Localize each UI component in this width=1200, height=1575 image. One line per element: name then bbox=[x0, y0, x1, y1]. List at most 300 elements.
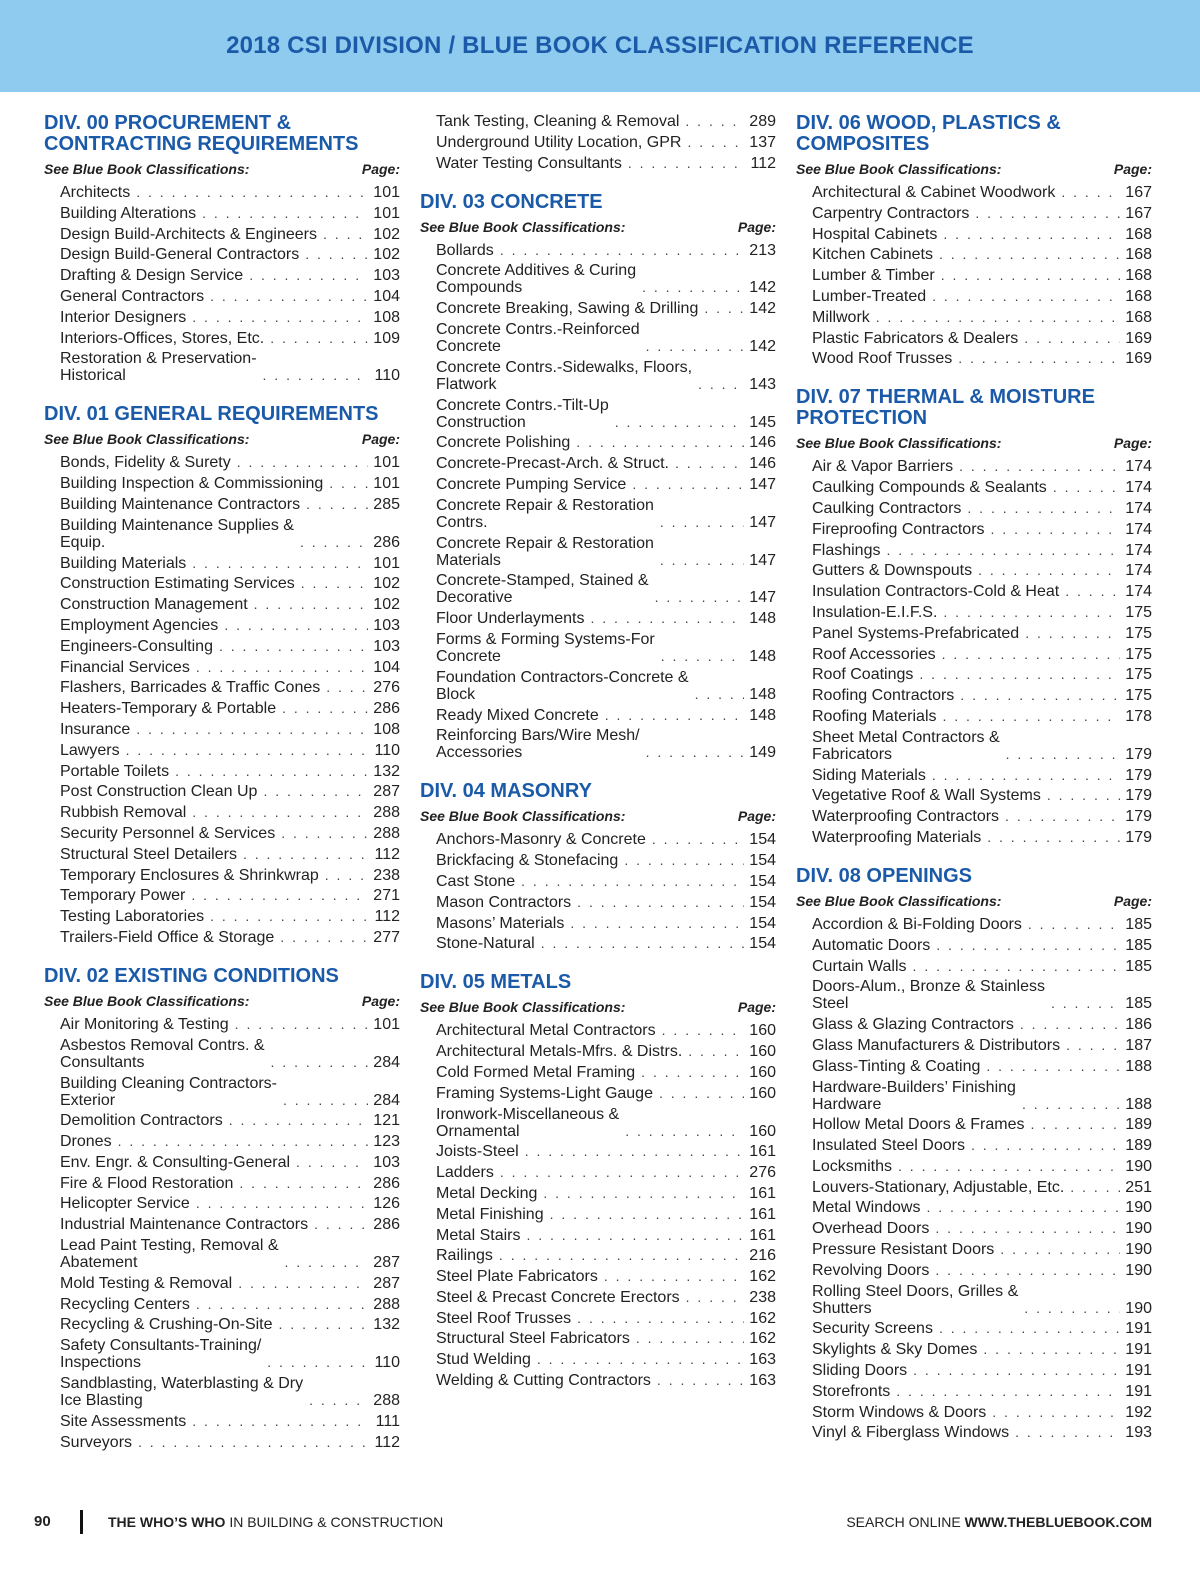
classification-name: Welding & Cutting Contractors bbox=[436, 1372, 651, 1390]
dot-leader bbox=[325, 867, 368, 884]
page-number-ref: 216 bbox=[749, 1247, 776, 1265]
classification-entry bbox=[812, 604, 1152, 621]
classification-name: Engineers-Consulting bbox=[60, 637, 213, 655]
classification-list bbox=[436, 113, 776, 172]
classification-entry bbox=[60, 846, 400, 863]
classification-entry bbox=[60, 1112, 400, 1129]
page-number-ref: 147 bbox=[749, 551, 776, 569]
classification-entry bbox=[60, 246, 400, 263]
page-number-ref: 142 bbox=[749, 300, 776, 318]
page-number-ref: 179 bbox=[1125, 828, 1152, 846]
classification-name: Building Maintenance Contractors bbox=[60, 495, 301, 513]
division-title: DIV. 01 GENERAL REQUIREMENTS bbox=[44, 403, 379, 426]
classification-entry bbox=[436, 631, 776, 665]
classification-entry bbox=[812, 1262, 1152, 1279]
classification-entry bbox=[436, 610, 776, 627]
classification-name: Doors-Alum., Bronze & Stainless Steel bbox=[812, 978, 1045, 1013]
page-number-ref: 148 bbox=[749, 685, 776, 703]
page-number-ref: 148 bbox=[749, 647, 776, 665]
classification-name: Insurance bbox=[60, 720, 131, 738]
classification-entry bbox=[812, 1362, 1152, 1379]
classification-entry bbox=[60, 575, 400, 592]
classification-name: Masons’ Materials bbox=[436, 914, 565, 932]
classification-name: Flashings bbox=[812, 541, 881, 559]
dot-leader bbox=[118, 1133, 368, 1150]
dot-leader bbox=[543, 1185, 744, 1202]
dot-leader bbox=[642, 279, 744, 296]
classification-name: Lumber & Timber bbox=[812, 267, 935, 285]
dot-leader bbox=[537, 1351, 744, 1368]
classification-entry bbox=[436, 1043, 776, 1060]
classification-list bbox=[60, 1016, 400, 1451]
division-section bbox=[796, 113, 1152, 367]
see-classifications-label: See Blue Book Classifications: bbox=[420, 999, 626, 1016]
page-number-ref: 142 bbox=[749, 279, 776, 297]
dot-leader bbox=[1028, 916, 1120, 933]
classification-name: Glass Manufacturers & Distributors bbox=[812, 1036, 1061, 1054]
classification-name: Roof Coatings bbox=[812, 666, 914, 684]
dot-leader bbox=[521, 873, 744, 890]
division-section bbox=[420, 781, 776, 952]
classification-name: Brickfacing & Stonefacing bbox=[436, 852, 619, 870]
page-number-ref: 190 bbox=[1125, 1157, 1152, 1175]
dot-leader bbox=[296, 1154, 368, 1171]
dot-leader bbox=[939, 246, 1120, 263]
page-number-ref: 148 bbox=[749, 610, 776, 628]
dot-leader bbox=[1066, 1037, 1120, 1054]
classification-entry bbox=[812, 205, 1152, 222]
classification-name: Cast Stone bbox=[436, 872, 516, 890]
dot-leader bbox=[238, 1275, 368, 1292]
page-number-ref: 111 bbox=[375, 1412, 400, 1430]
classification-name: Architects bbox=[60, 184, 131, 201]
classification-name: Lumber-Treated bbox=[812, 287, 927, 305]
classification-entry bbox=[436, 1106, 776, 1140]
classification-name: Steel Plate Fabricators bbox=[436, 1268, 598, 1286]
page-number-ref: 103 bbox=[373, 637, 400, 655]
page-number-ref: 154 bbox=[749, 852, 776, 870]
dot-leader bbox=[659, 1085, 744, 1102]
classification-entry bbox=[60, 1037, 400, 1071]
dot-leader bbox=[323, 226, 368, 243]
page-number-ref: 190 bbox=[1125, 1220, 1152, 1238]
see-classifications-label: See Blue Book Classifications: bbox=[420, 808, 626, 825]
page-number-ref: 288 bbox=[373, 1295, 400, 1313]
classification-entry bbox=[60, 617, 400, 634]
dot-leader bbox=[196, 1195, 368, 1212]
classification-name: Trailers-Field Office & Storage bbox=[60, 928, 275, 946]
dot-leader bbox=[192, 1413, 368, 1430]
page-number-ref: 126 bbox=[373, 1195, 400, 1213]
classification-entry bbox=[60, 555, 400, 572]
classification-name: Insulated Steel Doors bbox=[812, 1137, 965, 1155]
classification-name: Sliding Doors bbox=[812, 1362, 908, 1380]
page-number-ref: 185 bbox=[1125, 995, 1152, 1013]
classification-name: Testing Laboratories bbox=[60, 908, 205, 926]
classification-entry bbox=[812, 1116, 1152, 1133]
classification-entry bbox=[436, 434, 776, 451]
page-number-ref: 168 bbox=[1125, 308, 1152, 326]
classification-entry bbox=[436, 1268, 776, 1285]
page-number-ref: 175 bbox=[1125, 624, 1152, 642]
dot-leader bbox=[898, 1158, 1120, 1175]
page-number-ref: 102 bbox=[373, 575, 400, 593]
division-section bbox=[796, 866, 1152, 1442]
classification-name: Mold Testing & Removal bbox=[60, 1274, 233, 1292]
dot-leader bbox=[943, 226, 1120, 243]
page-number-ref: 161 bbox=[749, 1143, 776, 1161]
classification-name: Wood Roof Trusses bbox=[812, 350, 953, 368]
page-number-ref: 174 bbox=[1125, 541, 1152, 559]
dot-leader bbox=[992, 1404, 1120, 1421]
page-column-label: Page: bbox=[1113, 435, 1152, 452]
classification-entry bbox=[60, 475, 400, 492]
classification-name: Ladders bbox=[436, 1164, 494, 1182]
classification-entry bbox=[436, 113, 776, 130]
classification-header bbox=[420, 219, 776, 235]
dot-leader bbox=[282, 700, 368, 717]
page-number-ref: 287 bbox=[373, 1254, 400, 1272]
dot-leader bbox=[943, 708, 1121, 725]
classification-entry bbox=[60, 1237, 400, 1271]
classification-name: Temporary Enclosures & Shrinkwrap bbox=[60, 866, 319, 884]
classification-entry bbox=[812, 226, 1152, 243]
classification-entry bbox=[436, 397, 776, 431]
page-column-label: Page: bbox=[1113, 892, 1152, 909]
classification-name: Safety Consultants-Training/ Inspections bbox=[60, 1337, 262, 1372]
classification-entry bbox=[60, 496, 400, 513]
dot-leader bbox=[1051, 995, 1120, 1012]
classification-name: Concrete Breaking, Sawing & Drilling bbox=[436, 300, 699, 318]
page-number-ref: 187 bbox=[1125, 1036, 1152, 1054]
dot-leader bbox=[987, 829, 1120, 846]
classification-entry bbox=[436, 497, 776, 531]
dot-leader bbox=[655, 589, 744, 606]
dot-leader bbox=[688, 1043, 744, 1060]
division-section bbox=[796, 387, 1152, 846]
classification-entry bbox=[812, 542, 1152, 559]
classification-name: Storm Windows & Doors bbox=[812, 1403, 987, 1421]
classification-entry bbox=[60, 1175, 400, 1192]
dot-leader bbox=[1000, 1241, 1120, 1258]
page-number-ref: 154 bbox=[749, 914, 776, 932]
classification-name: Vegetative Roof & Wall Systems bbox=[812, 787, 1041, 805]
classification-name: Forms & Forming Systems-For Concrete bbox=[436, 630, 655, 665]
dot-leader bbox=[196, 659, 368, 676]
page-number-ref: 169 bbox=[1125, 350, 1152, 368]
page-number-ref: 147 bbox=[749, 475, 776, 493]
page-number-ref: 175 bbox=[1125, 603, 1152, 621]
classification-name: Tank Testing, Cleaning & Removal bbox=[436, 113, 680, 130]
page-number-ref: 178 bbox=[1125, 707, 1152, 725]
classification-name: General Contractors bbox=[60, 287, 205, 305]
classification-name: Air Monitoring & Testing bbox=[60, 1015, 229, 1033]
page-number-ref: 132 bbox=[373, 1316, 400, 1334]
classification-name: Siding Materials bbox=[812, 766, 926, 784]
dot-leader bbox=[138, 1434, 368, 1451]
page-number-ref: 286 bbox=[373, 533, 400, 551]
classification-name: Metal Stairs bbox=[436, 1226, 521, 1244]
column-3 bbox=[796, 113, 1152, 1461]
classification-entry bbox=[812, 1158, 1152, 1175]
page-number-ref: 101 bbox=[373, 1015, 400, 1033]
page-number-ref: 285 bbox=[373, 495, 400, 513]
dot-leader bbox=[300, 534, 368, 551]
dot-leader bbox=[657, 1372, 744, 1389]
page-number-ref: 145 bbox=[749, 413, 776, 431]
dot-leader bbox=[685, 113, 744, 130]
page-number-ref: 190 bbox=[1125, 1299, 1152, 1317]
page-number-ref: 191 bbox=[1125, 1362, 1152, 1380]
classification-entry bbox=[812, 521, 1152, 538]
page-number-ref: 112 bbox=[750, 154, 776, 172]
dot-leader bbox=[675, 455, 744, 472]
page-number-ref: 109 bbox=[373, 329, 400, 347]
dot-leader bbox=[978, 562, 1120, 579]
classification-name: Metal Windows bbox=[812, 1199, 921, 1217]
classification-name: Insulation-E.I.F.S. bbox=[812, 603, 938, 621]
classification-name: Architectural Metal Contractors bbox=[436, 1022, 656, 1040]
classification-name: Building Alterations bbox=[60, 204, 197, 222]
classification-name: Underground Utility Location, GPR bbox=[436, 133, 682, 151]
page-number-ref: 174 bbox=[1125, 583, 1152, 601]
page-number-ref: 190 bbox=[1125, 1199, 1152, 1217]
dot-leader bbox=[625, 1123, 744, 1140]
page-number-ref: 112 bbox=[374, 1433, 400, 1451]
page-number-ref: 175 bbox=[1125, 645, 1152, 663]
classification-entry bbox=[60, 1195, 400, 1212]
dot-leader bbox=[704, 300, 744, 317]
page-number-ref: 104 bbox=[373, 287, 400, 305]
classification-name: Building Materials bbox=[60, 554, 187, 572]
classification-entry bbox=[60, 1337, 400, 1371]
classification-name: Lawyers bbox=[60, 741, 120, 759]
classification-entry bbox=[60, 929, 400, 946]
page-number-ref: 149 bbox=[749, 744, 776, 762]
classification-entry bbox=[812, 184, 1152, 201]
dot-leader bbox=[926, 1199, 1120, 1216]
page-number-ref: 276 bbox=[749, 1164, 776, 1182]
page-number-ref: 179 bbox=[1125, 787, 1152, 805]
classification-entry bbox=[812, 288, 1152, 305]
page-number-ref: 160 bbox=[749, 1122, 776, 1140]
classification-name: Floor Underlayments bbox=[436, 610, 585, 628]
dot-leader bbox=[229, 1112, 368, 1129]
classification-name: Concrete Contrs.-Tilt-Up Construction bbox=[436, 396, 609, 431]
dot-leader bbox=[577, 894, 744, 911]
page-number-ref: 167 bbox=[1125, 184, 1152, 201]
page-number-ref: 168 bbox=[1125, 267, 1152, 285]
classification-list bbox=[436, 831, 776, 952]
classification-entry bbox=[60, 226, 400, 243]
classification-name: Roof Accessories bbox=[812, 645, 936, 663]
classification-entry bbox=[60, 454, 400, 471]
division-title: DIV. 02 EXISTING CONDITIONS bbox=[44, 964, 339, 987]
dot-leader bbox=[886, 542, 1120, 559]
page-number-ref: 154 bbox=[749, 831, 776, 849]
dot-leader bbox=[219, 638, 368, 655]
classification-name: Concrete Additives & Curing Compounds bbox=[436, 262, 637, 297]
dot-leader bbox=[237, 454, 368, 471]
classification-entry bbox=[812, 729, 1152, 763]
classification-name: Fireproofing Contractors bbox=[812, 520, 985, 538]
dot-leader bbox=[192, 309, 368, 326]
page-number-ref: 160 bbox=[749, 1084, 776, 1102]
dot-leader bbox=[1022, 1096, 1120, 1113]
website-link[interactable]: WWW.THEBLUEBOOK.COM bbox=[964, 1514, 1152, 1530]
classification-header bbox=[44, 431, 400, 447]
page-number-ref: 193 bbox=[1125, 1424, 1152, 1442]
page-number-ref: 175 bbox=[1125, 666, 1152, 684]
page-number-ref: 174 bbox=[1125, 499, 1152, 517]
classification-name: Bollards bbox=[436, 241, 494, 259]
classification-entry bbox=[812, 1079, 1152, 1113]
classification-name: Restoration & Preservation- Historical bbox=[60, 350, 257, 385]
page-number-ref: 110 bbox=[374, 741, 400, 759]
classification-name: Millwork bbox=[812, 308, 870, 326]
classification-entry bbox=[812, 646, 1152, 663]
see-classifications-label: See Blue Book Classifications: bbox=[796, 892, 1002, 909]
dot-leader bbox=[624, 852, 744, 869]
classification-name: Air & Vapor Barriers bbox=[812, 458, 954, 476]
classification-name: Curtain Walls bbox=[812, 957, 907, 975]
page-number-ref: 186 bbox=[1125, 1016, 1152, 1034]
division-title: DIV. 07 THERMAL & MOISTURE PROTECTION bbox=[796, 386, 1095, 430]
page-number-ref: 179 bbox=[1125, 745, 1152, 763]
classification-name: Sheet Metal Contractors & Fabricators bbox=[812, 728, 1000, 763]
classification-header bbox=[420, 808, 776, 824]
classification-entry bbox=[436, 1247, 776, 1264]
dot-leader bbox=[271, 1054, 368, 1071]
classification-name: Architectural Metals-Mfrs. & Distrs. bbox=[436, 1043, 683, 1061]
dot-leader bbox=[309, 1392, 368, 1409]
classification-entry bbox=[812, 1383, 1152, 1400]
dot-leader bbox=[646, 744, 744, 761]
dot-leader bbox=[279, 1316, 368, 1333]
dot-leader bbox=[263, 783, 368, 800]
classification-name: Industrial Maintenance Contractors bbox=[60, 1216, 309, 1234]
classification-entry bbox=[436, 935, 776, 952]
dot-leader bbox=[605, 707, 744, 724]
classification-name: Concrete Polishing bbox=[436, 434, 571, 452]
dot-leader bbox=[550, 1206, 744, 1223]
dot-leader bbox=[525, 1143, 744, 1160]
classification-entry bbox=[436, 894, 776, 911]
column-1 bbox=[44, 113, 400, 1471]
division-title: DIV. 05 METALS bbox=[420, 971, 572, 994]
page-number-ref: 160 bbox=[749, 1043, 776, 1061]
classification-entry bbox=[60, 1434, 400, 1451]
classification-entry bbox=[60, 205, 400, 222]
page-number-ref: 123 bbox=[373, 1133, 400, 1151]
see-classifications-label: See Blue Book Classifications: bbox=[420, 218, 626, 235]
dot-leader bbox=[913, 958, 1120, 975]
dot-leader bbox=[876, 309, 1120, 326]
classification-entry bbox=[436, 1310, 776, 1327]
dot-leader bbox=[202, 205, 368, 222]
dot-leader bbox=[301, 575, 368, 592]
classification-entry bbox=[60, 596, 400, 613]
classification-entry bbox=[60, 184, 400, 201]
page-number-ref: 284 bbox=[373, 1091, 400, 1109]
page-number-ref: 154 bbox=[749, 935, 776, 953]
classification-name: Foundation Contractors-Concrete & Block bbox=[436, 668, 689, 703]
dot-leader bbox=[983, 1341, 1120, 1358]
dot-leader bbox=[896, 1383, 1120, 1400]
classification-entry bbox=[436, 572, 776, 606]
dot-leader bbox=[192, 555, 368, 572]
dot-leader bbox=[932, 288, 1120, 305]
classification-name: Demolition Contractors bbox=[60, 1112, 223, 1130]
classification-name: Interiors-Offices, Stores, Etc. bbox=[60, 329, 265, 347]
dot-leader bbox=[646, 338, 744, 355]
classification-name: Sandblasting, Waterblasting & Dry Ice Blasting bbox=[60, 1375, 304, 1410]
page-number-ref: 288 bbox=[373, 1392, 400, 1410]
classification-entry bbox=[436, 1351, 776, 1368]
page-number-ref: 277 bbox=[373, 928, 400, 946]
dot-leader bbox=[249, 267, 368, 284]
page-column-label: Page: bbox=[361, 992, 400, 1009]
page-column-label: Page: bbox=[737, 808, 776, 825]
classification-entry bbox=[60, 1316, 400, 1333]
division-title: DIV. 03 CONCRETE bbox=[420, 190, 603, 213]
dot-leader bbox=[935, 1262, 1120, 1279]
classification-name: Revolving Doors bbox=[812, 1261, 930, 1279]
classification-entry bbox=[436, 1022, 776, 1039]
page-number-ref: 101 bbox=[373, 184, 400, 201]
page-header bbox=[0, 0, 1200, 92]
classification-name: Env. Engr. & Consulting-General bbox=[60, 1153, 291, 1171]
classification-entry bbox=[812, 1341, 1152, 1358]
classification-name: Design Build-General Contractors bbox=[60, 246, 300, 264]
dot-leader bbox=[136, 184, 368, 201]
page-number-ref: 103 bbox=[373, 616, 400, 634]
classification-entry bbox=[812, 330, 1152, 347]
classification-name: Stud Welding bbox=[436, 1351, 531, 1369]
classification-name: Glass-Tinting & Coating bbox=[812, 1057, 981, 1075]
page-number-ref: 167 bbox=[1125, 204, 1152, 222]
dot-leader bbox=[661, 648, 744, 665]
page-number-ref: 154 bbox=[749, 893, 776, 911]
classification-name: Metal Finishing bbox=[436, 1205, 544, 1223]
classification-entry bbox=[60, 783, 400, 800]
classification-name: Waterproofing Materials bbox=[812, 828, 982, 846]
page-number-ref: 132 bbox=[373, 762, 400, 780]
classification-name: Rolling Steel Doors, Grilles & Shutters bbox=[812, 1282, 1019, 1317]
dot-leader bbox=[1024, 1300, 1120, 1317]
page-number-ref: 101 bbox=[373, 475, 400, 493]
page-number-ref: 102 bbox=[373, 246, 400, 264]
classification-entry bbox=[812, 1283, 1152, 1317]
classification-entry bbox=[436, 873, 776, 890]
classification-entry bbox=[60, 742, 400, 759]
dot-leader bbox=[499, 1247, 744, 1264]
publication-name bbox=[108, 1514, 443, 1530]
classification-entry bbox=[60, 1016, 400, 1033]
page-number-ref: 179 bbox=[1125, 766, 1152, 784]
classification-name: Structural Steel Detailers bbox=[60, 845, 237, 863]
page-number-ref: 108 bbox=[373, 720, 400, 738]
classification-list bbox=[812, 458, 1152, 846]
classification-entry bbox=[436, 1206, 776, 1223]
dot-leader bbox=[615, 414, 744, 431]
dot-leader bbox=[1070, 1179, 1120, 1196]
classification-name: Insulation Contractors-Cold & Heat bbox=[812, 583, 1060, 601]
classification-entry bbox=[812, 787, 1152, 804]
classification-entry bbox=[436, 1185, 776, 1202]
page-number-ref: 175 bbox=[1125, 687, 1152, 705]
page-number-ref: 168 bbox=[1125, 246, 1152, 264]
